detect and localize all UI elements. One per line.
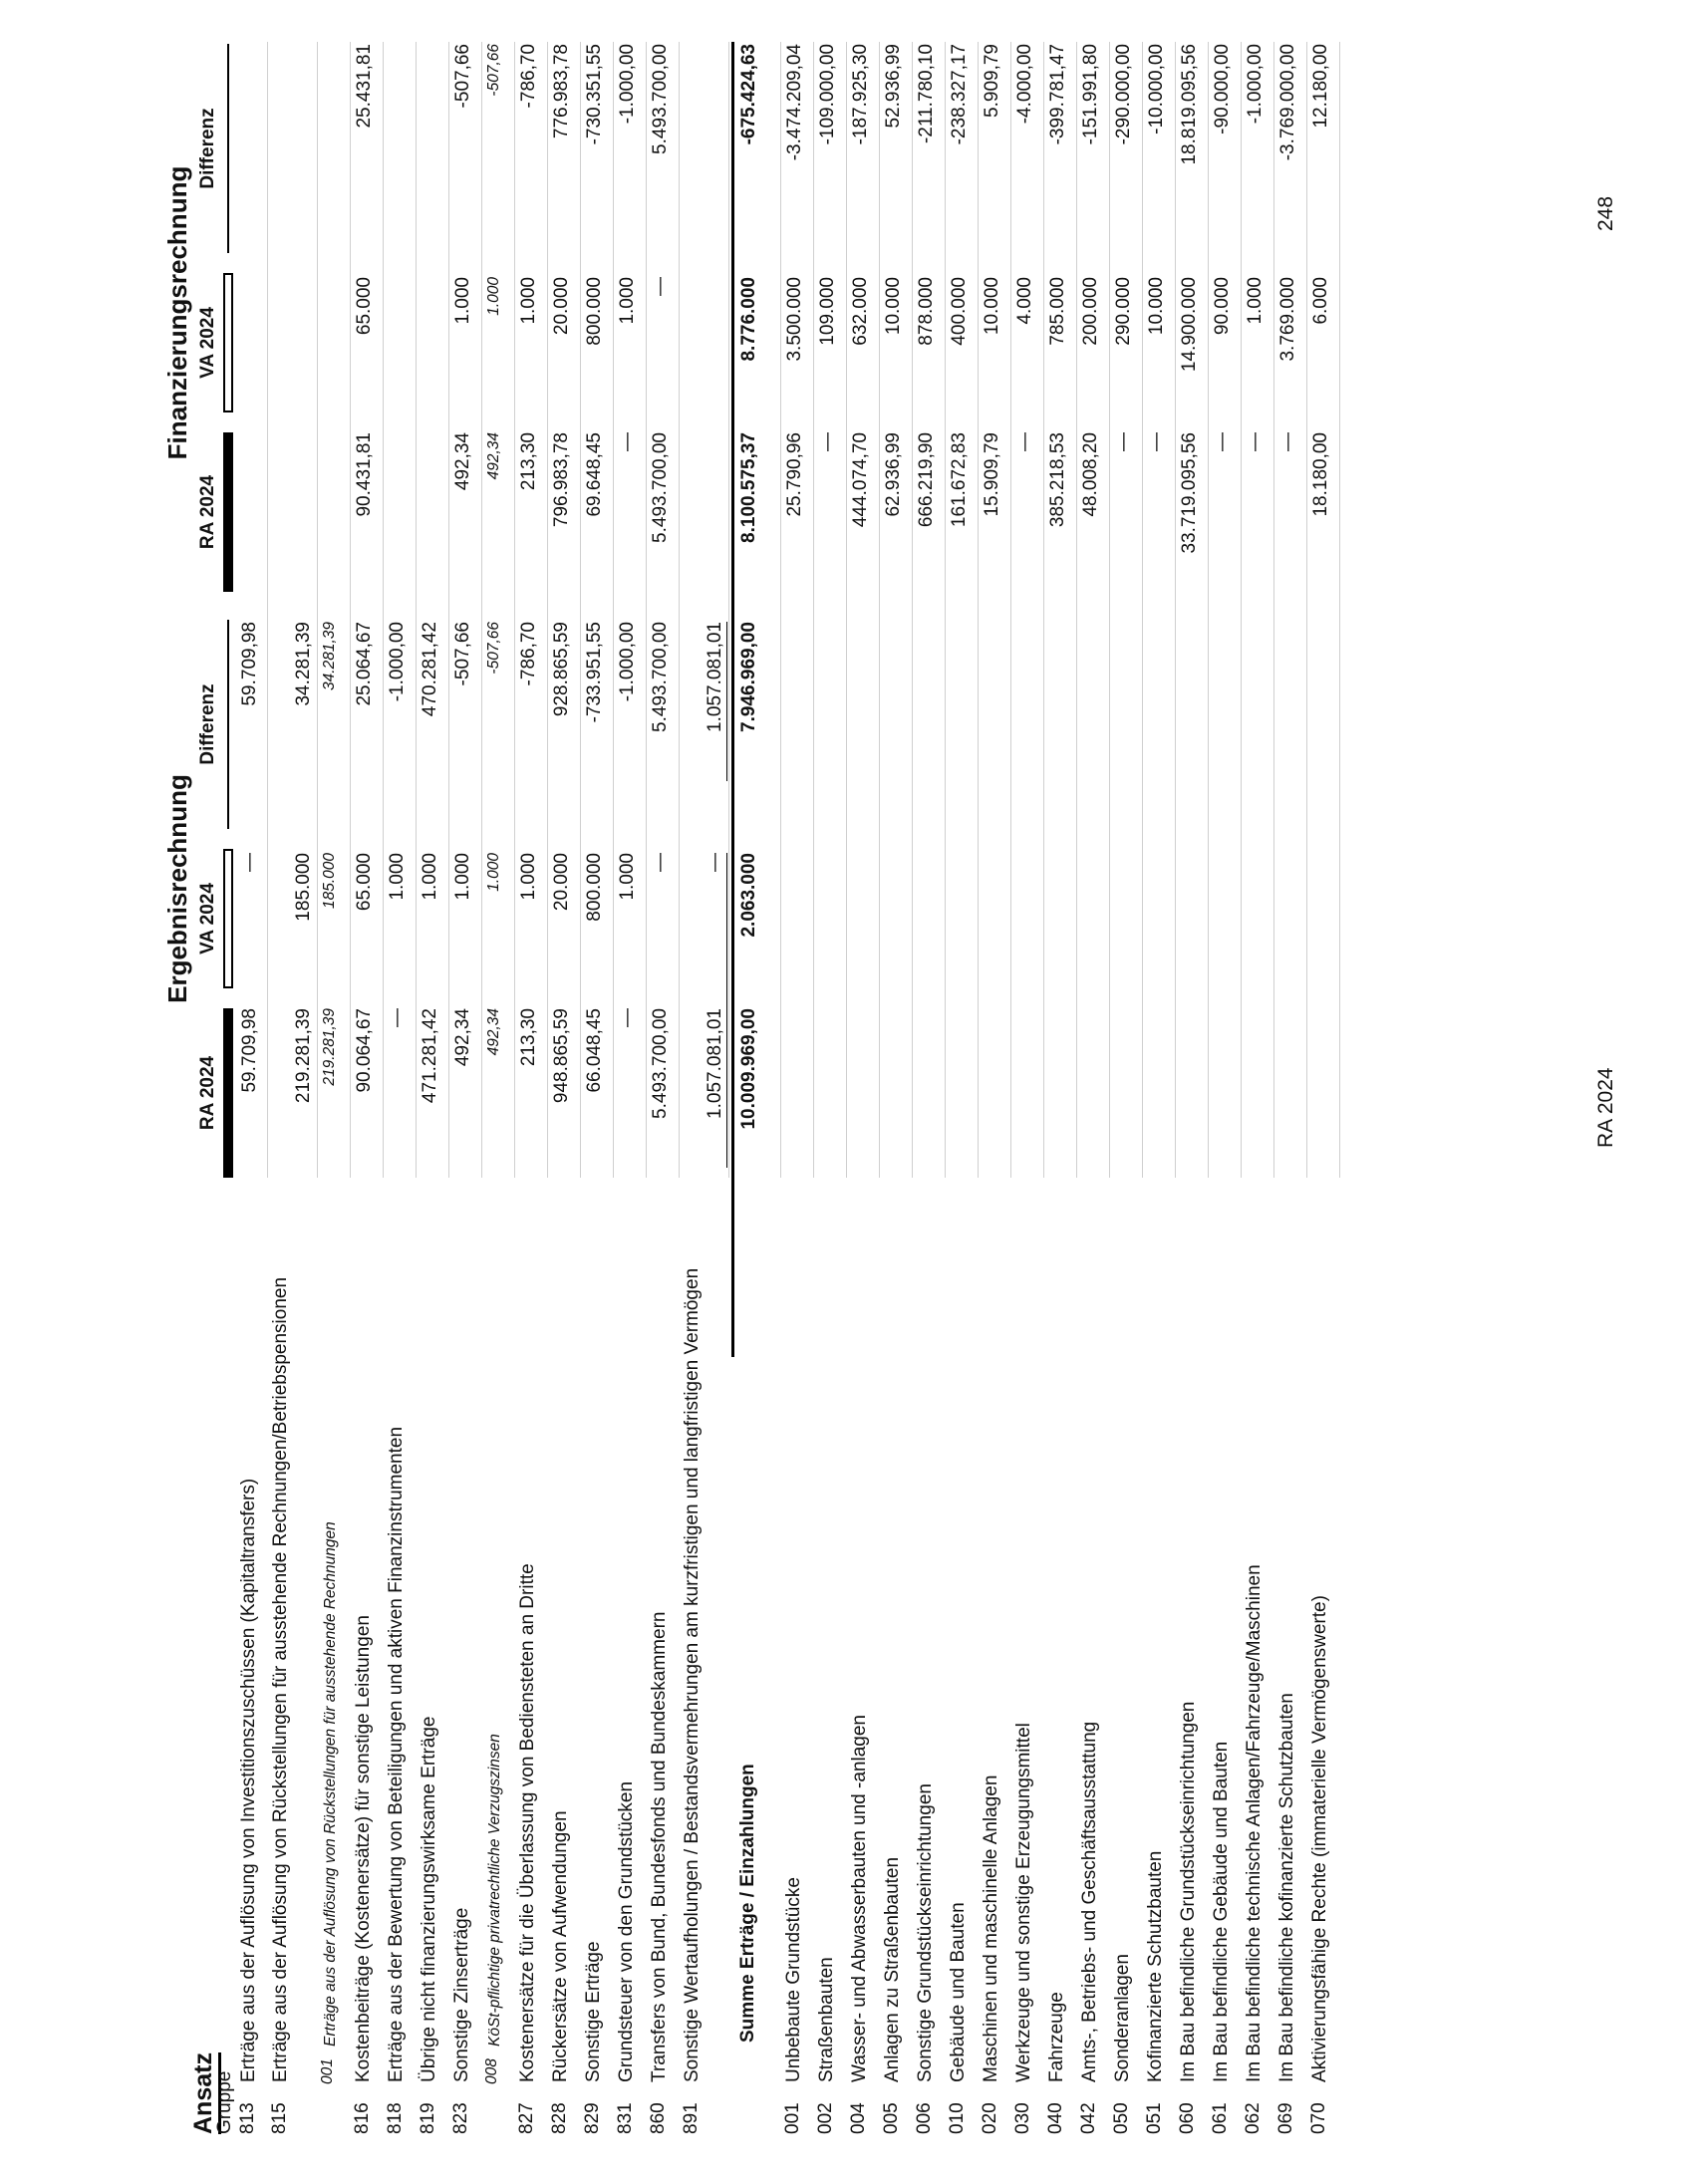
table-row	[615, 42, 648, 2142]
table-row	[980, 42, 1012, 2142]
ansatz-label: Maschinen und maschinelle Anlagen	[981, 1774, 1001, 2082]
value-f-ra: 5.493.700,00	[650, 432, 671, 543]
value-e-va: 2.063.000	[738, 853, 759, 938]
value-e-diff: 59.709,98	[239, 622, 260, 706]
value-f-va: 1.000	[452, 277, 473, 325]
col-header-f-diff: Differenz	[197, 108, 218, 189]
table-row	[450, 42, 483, 2142]
col-header-f-va: VA 2024	[197, 307, 218, 379]
row-separator	[1010, 42, 1011, 1178]
value-f-ra: 90.431,81	[354, 432, 375, 517]
value-f-ra: 25.790,96	[784, 432, 805, 517]
sum-rule	[731, 42, 734, 1357]
value-f-diff: 52.936,99	[883, 44, 904, 129]
ansatz-label: Kostenbeiträge (Kostenersätze) für sonstige Leistungen	[353, 1615, 374, 2082]
row-separator	[1306, 42, 1307, 1178]
value-f-va: 20.000	[551, 277, 572, 336]
row-separator	[547, 42, 548, 1178]
value-f-diff: -1.000,00	[1245, 44, 1266, 125]
ansatz-label: Erträge aus der Bewertung von Beteiligungen und aktiven Finanzinstrumenten	[386, 1426, 407, 2082]
value-e-diff: 34.281,39	[293, 622, 314, 706]
gruppe-code: 040	[1045, 2102, 1066, 2134]
row-separator	[879, 42, 880, 1178]
table-row	[815, 42, 848, 2142]
value-f-diff: -507,66	[452, 44, 473, 109]
value-f-ra: —	[1277, 432, 1298, 451]
row-separator	[1142, 42, 1143, 1178]
table-row	[1243, 42, 1275, 2142]
value-f-ra: 385.218,53	[1047, 432, 1068, 528]
value-f-va: 8.776.000	[738, 277, 759, 362]
value-f-ra: 796.983,78	[551, 432, 572, 528]
table-row	[782, 42, 815, 2142]
table-row	[418, 42, 450, 2142]
value-f-va: 1.000	[518, 277, 539, 325]
value-f-va: 6.000	[1310, 277, 1331, 325]
value-f-diff: 776.983,78	[551, 44, 572, 139]
value-f-ra: 15.909,79	[982, 432, 1002, 517]
value-f-ra: 213,30	[518, 432, 539, 491]
table-row	[1045, 42, 1078, 2142]
ansatz-label: Sonstige Wertaufholungen / Bestandsvermehrungen am kurzfristigen und langfristigen Vermögen	[682, 1267, 703, 2082]
gruppe-code: 819	[418, 2102, 438, 2134]
value-f-va: 632.000	[850, 277, 871, 346]
value-e-ra: —	[617, 1008, 638, 1027]
value-e-diff: 5.493.700,00	[650, 622, 671, 732]
value-f-va: 3.500.000	[784, 277, 805, 362]
value-e-va: 185.000	[321, 853, 338, 910]
value-e-va: 20.000	[551, 853, 572, 912]
row-separator	[1076, 42, 1077, 1178]
value-e-va: 1.000	[387, 853, 408, 901]
ansatz-label: Werkzeuge und sonstige Erzeugungsmittel	[1013, 1723, 1034, 2082]
footer-document-label: RA 2024	[1594, 1067, 1617, 1148]
ansatz-label: Transfers von Bund, Bundesfonds und Bundeskammern	[649, 1611, 670, 2082]
gruppe-code: 827	[516, 2102, 537, 2134]
gruppe-heading: Gruppe	[214, 2070, 235, 2134]
table-row	[848, 42, 881, 2142]
table-row	[1308, 42, 1341, 2142]
table-row	[385, 42, 418, 2142]
value-f-diff: -238.327,17	[949, 44, 970, 145]
value-f-ra: 48.008,20	[1080, 432, 1101, 517]
table-row	[1144, 42, 1177, 2142]
ansatz-label: Erträge aus der Auflösung von Rückstellungen für ausstehende Rechnungen/Betriebspensionen	[270, 1276, 291, 2082]
value-f-va: 1.000	[1245, 277, 1266, 325]
gruppe-code: 069	[1275, 2102, 1296, 2134]
row-separator	[350, 42, 351, 1178]
row-separator	[813, 42, 814, 1178]
f-ra-bar	[223, 432, 233, 592]
value-f-ra: 33.719.095,56	[1179, 432, 1200, 554]
gruppe-code: 816	[352, 2102, 373, 2134]
f-va-bar	[223, 273, 233, 412]
row-separator	[1208, 42, 1209, 1178]
table-row	[681, 42, 730, 2142]
value-f-diff: 18.819.095,56	[1179, 44, 1200, 165]
ansatz-label: Erträge aus der Auflösung von Investitionszuschüssen (Kapitaltransfers)	[238, 1478, 259, 2082]
gruppe-code: 005	[881, 2102, 902, 2134]
value-f-ra: —	[1245, 432, 1266, 451]
gruppe-code: 030	[1012, 2102, 1033, 2134]
gruppe-code: 020	[980, 2102, 1000, 2134]
value-f-diff: -290.000,00	[1113, 44, 1134, 145]
ansatz-label: Sonstige Erträge	[583, 1941, 604, 2082]
f-diff-rule	[227, 44, 229, 253]
value-f-diff: -109.000,00	[817, 44, 838, 145]
value-f-ra: 666.219,90	[916, 432, 937, 528]
ansatz-label: Wasser- und Abwasserbauten und -anlagen	[849, 1715, 870, 2082]
value-f-va: 1.000	[485, 277, 502, 316]
row-separator	[267, 42, 268, 1178]
ansatz-label: KöSt-pflichtige privatrechtliche Verzugszinsen	[486, 1734, 503, 2047]
value-f-ra: —	[817, 432, 838, 451]
value-f-va: 65.000	[354, 277, 375, 336]
value-f-diff: -1.000,00	[617, 44, 638, 125]
ansatz-label: Übrige nicht finanzierungswirksame Erträge	[419, 1716, 439, 2082]
sum-row	[736, 42, 782, 2142]
finanzierungsrechnung-heading: Finanzierungsrechnung	[162, 165, 192, 460]
row-separator	[978, 42, 979, 1178]
e-ra-bar	[223, 1008, 233, 1178]
value-e-diff: 34.281,39	[321, 622, 338, 690]
table-row	[352, 42, 385, 2142]
value-e-diff: 470.281,42	[420, 622, 440, 717]
value-f-ra: —	[617, 432, 638, 451]
table-row	[516, 42, 549, 2142]
row-separator	[383, 42, 384, 1178]
value-f-ra: 492,34	[452, 432, 473, 491]
gruppe-code: 042	[1078, 2102, 1099, 2134]
ansatz-label: Amts-, Betriebs- und Geschäftsausstattung	[1079, 1721, 1100, 2082]
gruppe-code: 061	[1210, 2102, 1231, 2134]
value-f-va: 1.000	[617, 277, 638, 325]
value-e-diff: -786,70	[518, 622, 539, 686]
ansatz-label: Gebäude und Bauten	[948, 1902, 969, 2082]
value-e-va: 800.000	[584, 853, 605, 922]
value-f-diff: -399.781,47	[1047, 44, 1068, 145]
table-row	[549, 42, 582, 2142]
ergebnisrechnung-heading: Ergebnisrechnung	[162, 774, 192, 1003]
value-f-va: 800.000	[584, 277, 605, 346]
value-f-va: 400.000	[949, 277, 970, 346]
value-e-diff: 7.946.969,00	[738, 622, 759, 732]
value-f-va: 3.769.000	[1277, 277, 1298, 362]
row-separator	[448, 42, 449, 1178]
row-separator	[1109, 42, 1110, 1178]
value-e-va: 1.000	[518, 853, 539, 901]
gruppe-code: 002	[815, 2102, 836, 2134]
value-e-va: 1.000	[452, 853, 473, 901]
row-separator	[679, 42, 680, 1178]
table-row	[947, 42, 980, 2142]
row-separator	[481, 42, 482, 1178]
table-row	[269, 42, 319, 2142]
gruppe-code: 006	[914, 2102, 935, 2134]
ansatz-heading: Ansatz	[189, 2052, 221, 2134]
value-f-ra: —	[1146, 432, 1167, 451]
row-separator	[945, 42, 946, 1178]
value-f-va: 200.000	[1080, 277, 1101, 346]
ansatz-label: Sonderanlagen	[1112, 1954, 1133, 2082]
value-e-va: —	[239, 853, 260, 872]
value-e-ra: 213,30	[518, 1008, 539, 1067]
row-separator	[1241, 42, 1242, 1178]
table-row	[648, 42, 681, 2142]
sub-row	[319, 42, 352, 2142]
row-separator	[1273, 42, 1274, 1178]
value-e-ra: 492,34	[452, 1008, 473, 1067]
value-e-diff: -733.951,55	[584, 622, 605, 723]
value-e-ra: 5.493.700,00	[650, 1008, 671, 1119]
value-f-diff: -507,66	[485, 44, 502, 97]
gruppe-code: 008	[483, 2058, 500, 2084]
ansatz-label: Kofinanzierte Schutzbauten	[1145, 1850, 1166, 2082]
ansatz-label: Kostenersätze für die Überlassung von Bediensteten an Dritte	[517, 1563, 538, 2082]
e-va-bar	[223, 849, 233, 988]
gruppe-code: 001	[319, 2058, 336, 2084]
table-row	[582, 42, 615, 2142]
ansatz-label: Summe Erträge / Einzahlungen	[737, 1764, 758, 2043]
gruppe-code: 001	[782, 2102, 803, 2134]
value-f-diff: 12.180,00	[1310, 44, 1331, 129]
value-f-diff: -3.474.209,04	[784, 44, 805, 161]
value-e-va: —	[650, 853, 671, 872]
table-row	[1275, 42, 1308, 2142]
value-e-va: 65.000	[354, 853, 375, 912]
e-diff-rule	[227, 620, 229, 829]
gruppe-code: 860	[648, 2102, 669, 2134]
value-e-diff: -1.000,00	[387, 622, 408, 702]
col-header-e-ra: RA 2024	[197, 1055, 218, 1131]
row-separator	[416, 42, 417, 1178]
value-f-diff: -4.000,00	[1014, 44, 1035, 125]
gruppe-code: 010	[947, 2102, 968, 2134]
table-row	[1012, 42, 1045, 2142]
value-f-va: 14.900.000	[1179, 277, 1200, 373]
value-f-va: 10.000	[1146, 277, 1167, 336]
value-e-diff: -507,66	[452, 622, 473, 686]
gruppe-code: 070	[1308, 2102, 1329, 2134]
table-row	[1210, 42, 1243, 2142]
value-f-diff: -151.991,80	[1080, 44, 1101, 145]
value-e-va: —	[705, 853, 727, 1012]
value-f-va: 785.000	[1047, 277, 1068, 346]
ansatz-label: Im Bau befindliche Gebäude und Bauten	[1211, 1741, 1232, 2082]
value-f-diff: 5.493.700,00	[650, 44, 671, 154]
ansatz-label: Rückersätze von Aufwendungen	[550, 1810, 571, 2082]
value-f-diff: -675.424,63	[738, 44, 759, 145]
value-f-ra: 444.074,70	[850, 432, 871, 528]
table-row	[914, 42, 947, 2142]
value-f-va: 10.000	[883, 277, 904, 336]
value-e-diff: 25.064,67	[354, 622, 375, 706]
value-f-ra: —	[1014, 432, 1035, 451]
ansatz-label: Grundsteuer von den Grundstücken	[616, 1780, 637, 2082]
ansatz-label: Aktivierungsfähige Rechte (immaterielle Vermögenswerte)	[1309, 1595, 1330, 2082]
value-f-ra: 161.672,83	[949, 432, 970, 528]
value-f-ra: 62.936,99	[883, 432, 904, 517]
row-separator	[912, 42, 913, 1178]
value-f-diff: -10.000,00	[1146, 44, 1167, 135]
value-f-diff: -730.351,55	[584, 44, 605, 145]
value-f-ra: —	[1212, 432, 1233, 451]
value-e-ra: 219.281,39	[293, 1008, 314, 1104]
ansatz-label: Unbebaute Grundstücke	[783, 1877, 804, 2082]
value-e-diff: 928.865,59	[551, 622, 572, 717]
gruppe-code: 062	[1243, 2102, 1264, 2134]
value-e-ra: 948.865,59	[551, 1008, 572, 1104]
ansatz-label: Erträge aus der Auflösung von Rückstellungen für ausstehende Rechnungen	[322, 1521, 339, 2047]
gruppe-code: 050	[1111, 2102, 1132, 2134]
value-e-va: 185.000	[293, 853, 314, 922]
value-f-diff: 25.431,81	[354, 44, 375, 129]
row-separator	[780, 42, 781, 1178]
value-f-diff: -90.000,00	[1212, 44, 1233, 135]
ansatz-label: Sonstige Zinserträge	[451, 1907, 472, 2082]
value-e-ra: 219.281,39	[321, 1008, 338, 1086]
value-e-ra: 90.064,67	[354, 1008, 375, 1093]
value-f-diff: -3.769.000,00	[1277, 44, 1298, 161]
value-e-va: 1.000	[420, 853, 440, 901]
value-e-ra: 1.057.081,01	[705, 1008, 727, 1168]
value-f-va: 10.000	[982, 277, 1002, 336]
value-e-va: 1.000	[485, 853, 502, 892]
gruppe-code: 051	[1144, 2102, 1165, 2134]
row-separator	[613, 42, 614, 1178]
value-f-va: —	[650, 277, 671, 296]
value-e-ra: 10.009.969,00	[738, 1008, 759, 1130]
gruppe-code: 829	[582, 2102, 603, 2134]
ansatz-label: Im Bau befindliche Grundstückseinrichtungen	[1178, 1701, 1199, 2082]
ansatz-label: Straßenbauten	[816, 1957, 837, 2082]
value-e-ra: 59.709,98	[239, 1008, 260, 1093]
gruppe-code: 831	[615, 2102, 636, 2134]
ansatz-label: Im Bau befindliche technische Anlagen/Fahrzeuge/Maschinen	[1244, 1564, 1265, 2082]
value-e-ra: 471.281,42	[420, 1008, 440, 1104]
value-f-va: 290.000	[1113, 277, 1134, 346]
gruppe-code: 891	[681, 2102, 702, 2134]
row-separator	[580, 42, 581, 1178]
value-e-diff: -507,66	[485, 622, 502, 675]
table-row	[1111, 42, 1144, 2142]
value-f-ra: 69.648,45	[584, 432, 605, 517]
value-e-diff: 1.057.081,01	[705, 622, 727, 781]
value-f-diff: -187.925,30	[850, 44, 871, 145]
value-f-va: 90.000	[1212, 277, 1233, 336]
gruppe-code: 813	[237, 2102, 258, 2134]
value-e-ra: —	[387, 1008, 408, 1027]
value-e-ra: 492,34	[485, 1008, 502, 1056]
value-f-ra: 492,34	[485, 432, 502, 480]
col-header-e-va: VA 2024	[197, 883, 218, 955]
value-f-ra: 18.180,00	[1310, 432, 1331, 517]
gruppe-code: 060	[1177, 2102, 1198, 2134]
row-separator	[728, 42, 729, 1178]
col-header-f-ra: RA 2024	[197, 474, 218, 550]
ansatz-label: Fahrzeuge	[1046, 1992, 1067, 2082]
ansatz-label: Im Bau befindliche kofinanzierte Schutzbauten	[1276, 1693, 1297, 2082]
table-row	[1078, 42, 1111, 2142]
table-row	[237, 42, 269, 2142]
value-e-ra: 66.048,45	[584, 1008, 605, 1093]
value-f-diff: -786,70	[518, 44, 539, 109]
row-separator	[317, 42, 318, 1178]
value-f-diff: -211.780,10	[916, 44, 937, 144]
value-e-va: 1.000	[617, 853, 638, 901]
col-header-e-diff: Differenz	[197, 683, 218, 765]
ansatz-label: Anlagen zu Straßenbauten	[882, 1856, 903, 2082]
gruppe-code: 815	[269, 2102, 290, 2134]
row-separator	[1043, 42, 1044, 1178]
value-f-va: 4.000	[1014, 277, 1035, 325]
row-separator	[846, 42, 847, 1178]
value-f-va: 109.000	[817, 277, 838, 346]
gruppe-code: 823	[450, 2102, 471, 2134]
gruppe-code: 828	[549, 2102, 570, 2134]
value-f-va: 878.000	[916, 277, 937, 346]
footer-page-number: 248	[1594, 195, 1617, 231]
gruppe-code: 004	[848, 2102, 869, 2134]
table-row	[881, 42, 914, 2142]
value-f-ra: —	[1113, 432, 1134, 451]
value-e-diff: -1.000,00	[617, 622, 638, 702]
gruppe-code: 818	[385, 2102, 406, 2134]
row-separator	[1175, 42, 1176, 1178]
value-f-ra: 8.100.575,37	[738, 432, 759, 543]
ansatz-label: Sonstige Grundstückseinrichtungen	[915, 1783, 936, 2082]
row-separator	[646, 42, 647, 1178]
table-row	[1177, 42, 1210, 2142]
value-f-diff: 5.909,79	[982, 44, 1002, 118]
sub-row	[483, 42, 516, 2142]
row-separator	[1339, 42, 1340, 1178]
row-separator	[514, 42, 515, 1178]
